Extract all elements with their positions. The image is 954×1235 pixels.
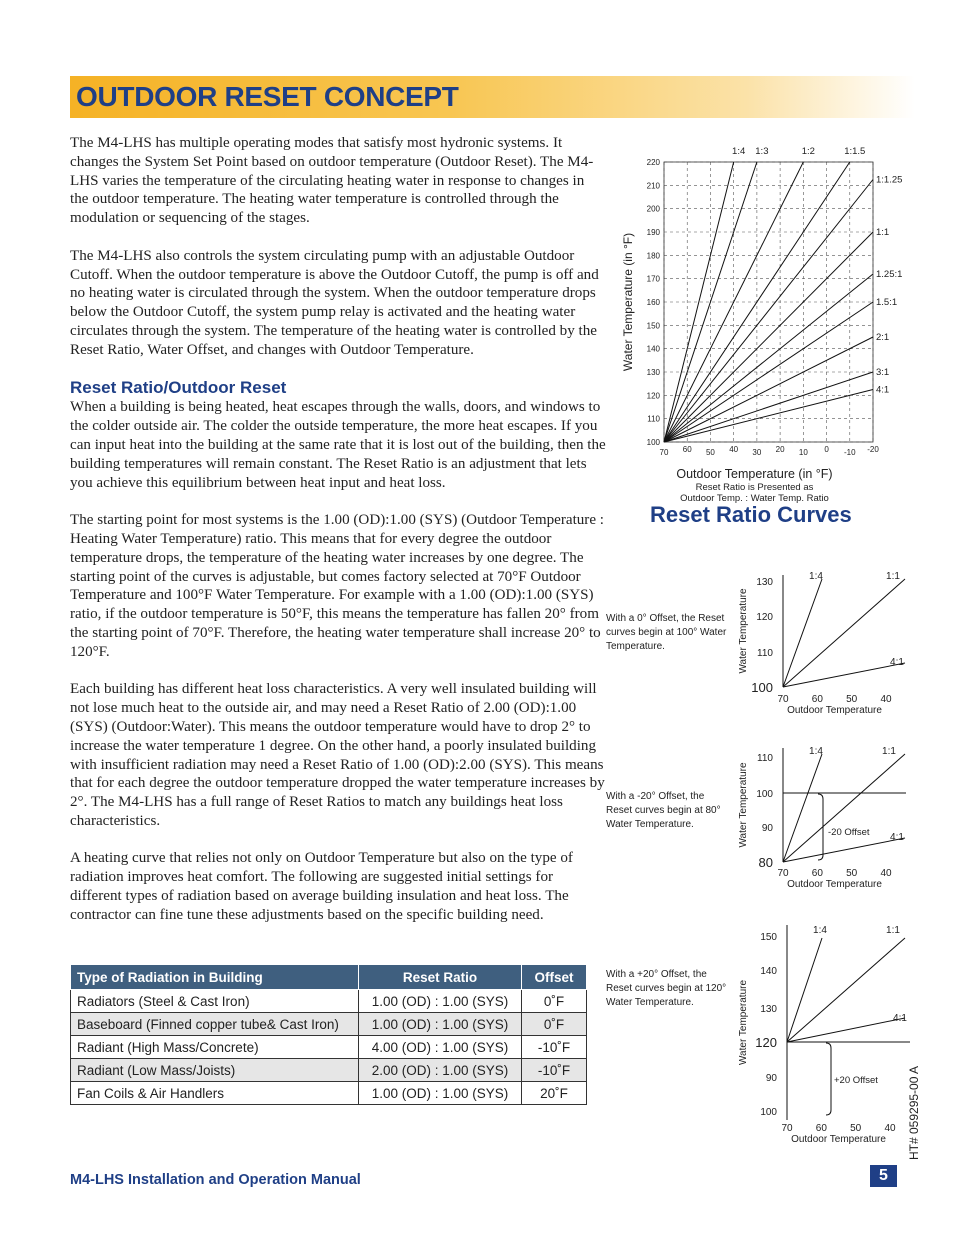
y-tick-label: 110 [757,753,773,764]
table-cell: 20˚F [522,1082,587,1105]
x-tick-label: 20 [775,445,785,454]
reset-ratio-chart [600,140,930,510]
y-tick-label: 170 [646,274,660,284]
y-axis-title: Water Temperature (in °F) [621,232,635,372]
series-line-2-1 [664,337,873,442]
series-line-1-1 [783,754,905,862]
paragraph-2: The M4-LHS also controls the system circulating pump with an adjustable Outdoor Cutoff. When the outdoor temperature is above the Outdoor Cutoff, the pump is off and no heating water is circulated through the system. When the outdoor temperature drops below the Outdoor Cutoff, the system pump relay is activated and the heating water circulates through the system. The temperature of the heating water is controlled by the Reset Ratio, Water Offset, and changes with Outdoor Temperature. [70,247,599,358]
table-cell: 0˚F [522,990,587,1013]
paragraph-4: The starting point for most systems is the 1.00 (OD):1.00 (SYS) (Outdoor Temperature : Heating Water Temperature) ratio. This means that for every degree the outdoor temperature drops, the temperature of the heating water increases by one degree. The starting point of the curves is adjustable, but comes factory selected at 70°F Outdoor Temperature and 100°F Water Temperature. For example with a 1.00 (OD):1.00 (SYS) ratio, if the outdoor temperature is 50°F, this means the temperature has fallen 20° from the starting point of 70°F. Therefore, the heating water temperature shall increase 20° to 120°F. [70,512,604,660]
x-tick-label: 50 [846,694,858,705]
series-line-1-1 [664,232,873,442]
series-line-4-1 [787,1018,905,1042]
table-cell: Radiant (High Mass/Concrete) [71,1036,359,1059]
y-tick-label: 100 [756,789,773,800]
document-code: HT# 059295-00 A [907,1065,921,1160]
table-row [71,1013,587,1036]
x-tick-label: 40 [880,868,892,879]
y-tick-label: 210 [646,181,660,191]
paragraph-6: A heating curve that relies not only on Outdoor Temperature but also on the type of radiation improves heat comfort. The following are suggested initial settings for different types of radiation based on average building insulation and heat loss. The contractor can fine tune these adjustments based on the specific building need. [70,850,573,923]
y-tick-label: 120 [755,1035,777,1050]
x-axis-note: Outdoor Temp. : Water Temp. Ratio [680,493,829,504]
x-tick-label: 0 [824,445,829,454]
series-label: 1:1 [876,227,890,238]
y-tick-label: 200 [646,204,660,214]
table-cell: Radiators (Steel & Cast Iron) [71,990,359,1013]
table-header-row [71,965,587,990]
table-cell: Baseboard (Finned copper tube& Cast Iron) [71,1013,359,1036]
y-tick-label: 130 [646,368,660,377]
series-line-4-1 [783,838,905,862]
offset-pos20-chart [730,920,920,1150]
x-tick-label: 60 [815,1123,827,1134]
table-row [71,990,587,1013]
x-tick-label: 70 [659,448,669,457]
paragraph-5: Each building has different heat loss characteristics. A very well insulated building will not lose much heat to the outside air, and may need a Reset Ratio of 2.00 (OD):1.00 (SYS) (Outdoor:Water). This means the outdoor temperature would have to drop 2° to increase the water temperature 1 degree. On the other hand, a poorly insulated building with insufficient radiation may need a Reset Ratio of 1.00 (OD):2.00 (SYS). This means that for each degree the outdoor temperature dropped the water temperature increases by 2°. The M4-LHS has a full range of Reset Ratios to match any buildings heat loss characteristics. [70,681,605,829]
y-tick-label: 180 [646,251,660,261]
offset-annotation: +20 Offset [834,1075,878,1086]
y-tick-label: 130 [756,577,773,588]
series-label: 4:1 [876,384,890,396]
offset-neg20-chart [730,740,920,895]
series-label: 3:1 [876,367,890,379]
section-heading: Reset Ratio/Outdoor Reset [70,378,287,398]
y-tick-label: 80 [758,855,773,870]
offset-bracket [826,1043,831,1115]
table-cell: 0˚F [522,1013,587,1036]
offset-0-note: With a 0° Offset, the Reset curves begin at 100° Water Temperature. [606,613,727,652]
radiation-table [70,964,587,1105]
x-tick-label: 50 [705,448,715,457]
x-tick-label: 10 [798,448,808,457]
table-cell: -10˚F [522,1059,587,1082]
x-tick-label: 40 [729,445,739,454]
series-line-3-1 [664,372,873,442]
series-label: 1:1.25 [876,174,903,186]
offset-pos20-note: With a +20° Offset, the Reset curves begin at 120° Water Temperature. [606,969,727,1008]
x-tick-label: 50 [846,868,858,879]
x-axis-title: Outdoor Temperature (in °F) [676,467,833,481]
x-tick-label: 60 [811,694,823,705]
series-label: 1:3 [755,146,769,157]
body-text [70,134,606,943]
y-axis-title: Water Temperature [738,588,749,674]
y-tick-label: 90 [765,1073,777,1084]
table-cell: 2.00 (OD) : 1.00 (SYS) [359,1059,522,1082]
table-cell: 1.00 (OD) : 1.00 (SYS) [359,1013,522,1036]
series-label: 2:1 [876,332,890,343]
series-label: 1:4 [732,146,746,157]
figure-title: Reset Ratio Curves [650,502,852,527]
series-line-1-4 [783,754,822,862]
offset-neg20-note: With a -20° Offset, the Reset curves begin at 80° Water Temperature. [606,791,721,830]
table-header: Type of Radiation in Building [71,965,359,990]
x-tick-label: 60 [811,868,823,879]
series-label: 1:4 [809,746,823,757]
x-tick-label: 70 [777,868,789,879]
series-label: 1.5:1 [876,296,898,308]
series-label: 1:1 [886,925,900,936]
x-axis-title: Outdoor Temperature [791,1134,886,1145]
series-label: 4:1 [890,657,904,668]
y-tick-label: 130 [760,1004,777,1015]
table-row [71,1036,587,1059]
series-label: 4:1 [893,1013,907,1024]
y-tick-label: 140 [646,344,660,354]
series-line-1-1-25 [664,180,873,443]
y-tick-label: 100 [760,1107,777,1118]
table-cell: -10˚F [522,1036,587,1059]
offset-0-chart [730,565,920,725]
table-header: Reset Ratio [359,965,522,990]
y-tick-label: 120 [646,391,660,401]
table-cell: 4.00 (OD) : 1.00 (SYS) [359,1036,522,1059]
x-tick-label: -10 [843,448,856,457]
paragraph-3: When a building is being heated, heat escapes through the walls, doors, and windows to the colder outside air. The colder the outside temperature, the more heat escapes. If you can input heat into the building at the same rate that it is lost out of the building, then the building temperatures will remain constant. The Reset Ratio is an adjustment that lets you achieve this equilibrium between heat input and heat loss. [70,399,606,491]
x-axis-note: Reset Ratio is Presented as [695,482,814,493]
table-cell: 1.00 (OD) : 1.00 (SYS) [359,990,522,1013]
x-axis-title: Outdoor Temperature [787,705,882,716]
table-cell: Radiant (Low Mass/Joists) [71,1059,359,1082]
series-label: 1:1 [882,746,896,757]
y-tick-label: 100 [646,438,660,447]
series-label: 1:2 [801,146,815,157]
y-tick-label: 160 [646,298,660,307]
table-row [71,1082,587,1105]
y-tick-label: 220 [646,158,660,167]
table-header: Offset [522,965,587,990]
x-tick-label: -20 [867,445,879,454]
x-tick-label: 40 [884,1123,896,1134]
offset-annotation: -20 Offset [828,827,870,838]
y-tick-label: 150 [760,932,777,943]
x-tick-label: 70 [777,694,789,705]
x-tick-label: 70 [781,1123,793,1134]
y-axis-title: Water Temperature [738,762,749,848]
y-axis-title: Water Temperature [738,979,749,1066]
x-tick-label: 40 [880,694,892,705]
page-number: 5 [870,1165,897,1187]
y-tick-label: 120 [756,612,773,623]
y-tick-label: 140 [760,966,777,977]
series-line-1-1 [783,579,905,687]
y-tick-label: 90 [761,823,773,834]
series-line-1-4 [664,162,734,442]
x-tick-label: 50 [850,1123,862,1134]
paragraph-1: The M4-LHS has multiple operating modes that satisfy most hydronic systems. It changes the System Set Point based on outdoor temperature (Outdoor Reset). The M4-LHS varies the temperature of the circulating heating water in response to changes in the outdoor temperature. The heating water temperature is controlled through the modulation or sequencing of the stages. [70,135,594,227]
series-label: 1.25:1 [876,269,903,280]
x-tick-label: 60 [682,445,692,454]
series-line-1-4 [783,579,822,687]
x-tick-label: 30 [752,448,762,457]
table-cell: Fan Coils & Air Handlers [71,1082,359,1105]
footer-title: M4-LHS Installation and Operation Manual [70,1172,361,1188]
series-label: 1:1 [886,571,900,582]
title-banner [70,76,915,118]
x-axis-title: Outdoor Temperature [787,879,882,890]
y-tick-label: 150 [646,321,660,331]
series-label: 1:4 [809,571,823,582]
y-tick-label: 110 [757,648,773,659]
series-label: 1:4 [813,925,827,936]
series-label: 1:1.5 [844,146,866,157]
table-row [71,1059,587,1082]
page-title: OUTDOOR RESET CONCEPT [76,81,459,112]
y-tick-label: 100 [751,680,773,695]
series-line-4-1 [664,390,873,443]
table-cell: 1.00 (OD) : 1.00 (SYS) [359,1082,522,1105]
series-line-4-1 [783,663,905,687]
y-tick-label: 110 [647,414,660,424]
series-line-1-25-1 [664,274,873,442]
y-tick-label: 190 [646,228,660,237]
series-label: 4:1 [890,832,904,843]
